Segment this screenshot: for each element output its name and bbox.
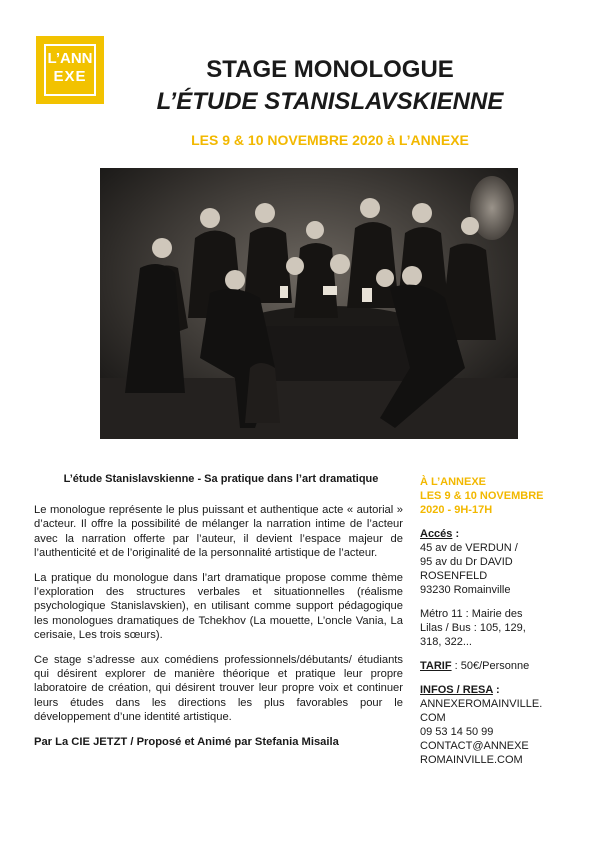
contact-line-1: ANNEXEROMAINVILLE.: [420, 698, 543, 710]
metro-line-1: Métro 11 : Mairie des: [420, 608, 523, 620]
venue-line-2: LES 9 & 10 NOVEMBRE: [420, 490, 544, 502]
body-text: [34, 503, 403, 759]
tarif-block: [420, 659, 560, 673]
paragraph-3: Ce stage s’adresse aux comédiens professionnels/débutants/ étudiants qui désirent explorer de manière théorique et pratique leur propre laboratoire de création, qui désirent trouver leur propre voix et continuer leurs études dans les directions les plus favorables pour le développement d’une identité artistique.: [34, 653, 403, 724]
access-label: Accés: [420, 528, 453, 540]
tarif-label: TARIF: [420, 660, 452, 672]
credit-line: Par La CIE JETZT / Proposé et Animé par Stefania Misaila: [34, 735, 339, 748]
event-dates: LES 9 & 10 NOVEMBRE 2020 à L’ANNEXE: [191, 132, 469, 148]
historic-group-photo: [100, 168, 518, 439]
annexe-logo: [36, 36, 104, 104]
venue-line-3: 2020 - 9H-17H: [420, 504, 493, 516]
email-line-1: CONTACT@ANNEXE: [420, 740, 529, 752]
address-line-3: ROSENFELD: [420, 570, 488, 582]
photo-illustration: [100, 168, 518, 439]
tarif-value: : 50€/Personne: [451, 660, 530, 672]
info-sidebar: [420, 475, 560, 767]
access-heading: [420, 527, 560, 541]
section-subtitle: L’étude Stanislavskienne - Sa pratique dans l’art dramatique: [63, 473, 379, 485]
title-line-2: L’ÉTUDE STANISLAVSKIENNE: [156, 88, 504, 115]
infos-colon: :: [492, 684, 500, 696]
paragraph-2: La pratique du monologue dans l’art dramatique propose comme thème l’exploration des structures verbales et situationnelles (réalisme psychologique Stanislavskien), en utilisant comme support pédagogique les monologues dramatiques de Tchekhov (La mouette, L’oncle Vania, La cerisaie, Les trois sœurs).: [34, 571, 403, 642]
infos-label: INFOS / RESA: [420, 684, 493, 696]
venue-block: [420, 475, 560, 517]
metro-line-2: Lilas / Bus : 105, 129,: [420, 622, 526, 634]
metro-line-3: 318, 322...: [420, 636, 472, 648]
address-line-2: 95 av du Dr DAVID: [420, 556, 513, 568]
logo-line-2: EXE: [53, 68, 87, 85]
paragraph-1: Le monologue représente le plus puissant et authentique acte « autorial » d’acteur. Il offre la possibilité de mélanger la narration intime de l’acteur avec la narration offerte par l’auteur, il devient l’espace majeur de l’authenticité et de l’originalité de la personnalité artistique de l’acteur.: [34, 504, 403, 560]
venue-line-1: À L’ANNEXE: [420, 476, 487, 488]
logo-line-1: L’ANN: [47, 50, 93, 67]
title-line-1: STAGE MONOLOGUE: [206, 56, 454, 83]
phone-number: 09 53 14 50 99: [420, 726, 494, 738]
metro-block: [420, 607, 560, 649]
infos-heading: [420, 683, 560, 697]
address-line-4: 93230 Romainville: [420, 584, 511, 596]
access-colon: :: [452, 528, 460, 540]
contact-line-2: COM: [420, 712, 446, 724]
access-block: [420, 527, 560, 597]
email-line-2: ROMAINVILLE.COM: [420, 754, 523, 766]
address-line-1: 45 av de VERDUN /: [420, 542, 518, 554]
infos-block: [420, 683, 560, 767]
